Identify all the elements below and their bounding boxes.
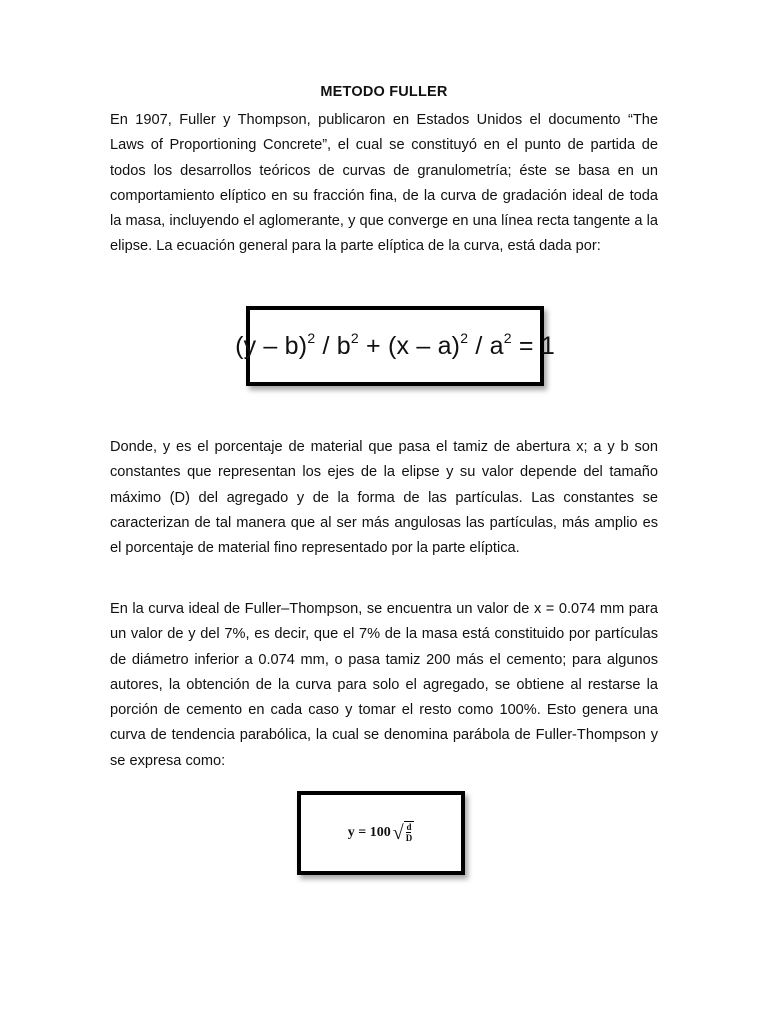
radical-sign-icon: √ — [392, 822, 404, 844]
ellipse-equation: $(y - b)^2 / b^2 + (x - a)^2 / a^2 = 1$ — [235, 329, 555, 360]
intro-paragraph: En 1907, Fuller y Thompson, publicaron en Estados Unidos el documento “The Laws of Proportioning Concrete”, el cual se constituyó en el punto de partida de todos los desarrollos teóricos de curvas de granulometría; éste se basa en un comportamiento elíptico en su fracción fina, de la curva de gradación ideal de toda la masa, incluyendo el aglomerante, y que converge en una línea recta tangente a la elipse. La ecuación general para la parte elíptica de la curva, está dada por: — [110, 112, 658, 255]
fraction-denominator: D — [405, 833, 413, 843]
fraction — [404, 821, 415, 843]
parabola-equation-box — [297, 791, 465, 875]
fuller-curve-paragraph: En la curva ideal de Fuller–Thompson, se encuentra un valor de x = 0.074 mm para un valor de y del 7%, es decir, que el 7% de la masa está constituido por partículas de diámetro inferior a 0.074 mm, o pasa tamiz 200 más el cemento; para algunos autores, la obtención de la curva para solo el agregado, se obtiene al restarse la porción de cemento en cada caso y tomar el resto como 100%. Esto genera una curva de tendencia parabólica, la cual se denomina parábola de Fuller-Thompson y se expresa como: — [110, 601, 658, 769]
constants-paragraph: Donde, y es el porcentaje de material que pasa el tamiz de abertura x; a y b son constantes que representan los ejes de la elipse y su valor depende del tamaño máximo (D) del agregado y de la forma de las partículas. Las constantes se caracterizan de tal manera que al ser más angulosas las partículas, más amplio es el porcentaje de material fino representado por la parte elíptica. — [110, 439, 658, 557]
fraction-numerator: d — [406, 822, 412, 832]
parabola-lhs: y = 100 — [347, 825, 391, 840]
parabola-equation — [348, 823, 414, 843]
square-root — [393, 823, 414, 843]
ellipse-equation-box — [235, 306, 555, 386]
document-title: METODO FULLER — [320, 84, 448, 100]
document-page — [110, 84, 658, 844]
